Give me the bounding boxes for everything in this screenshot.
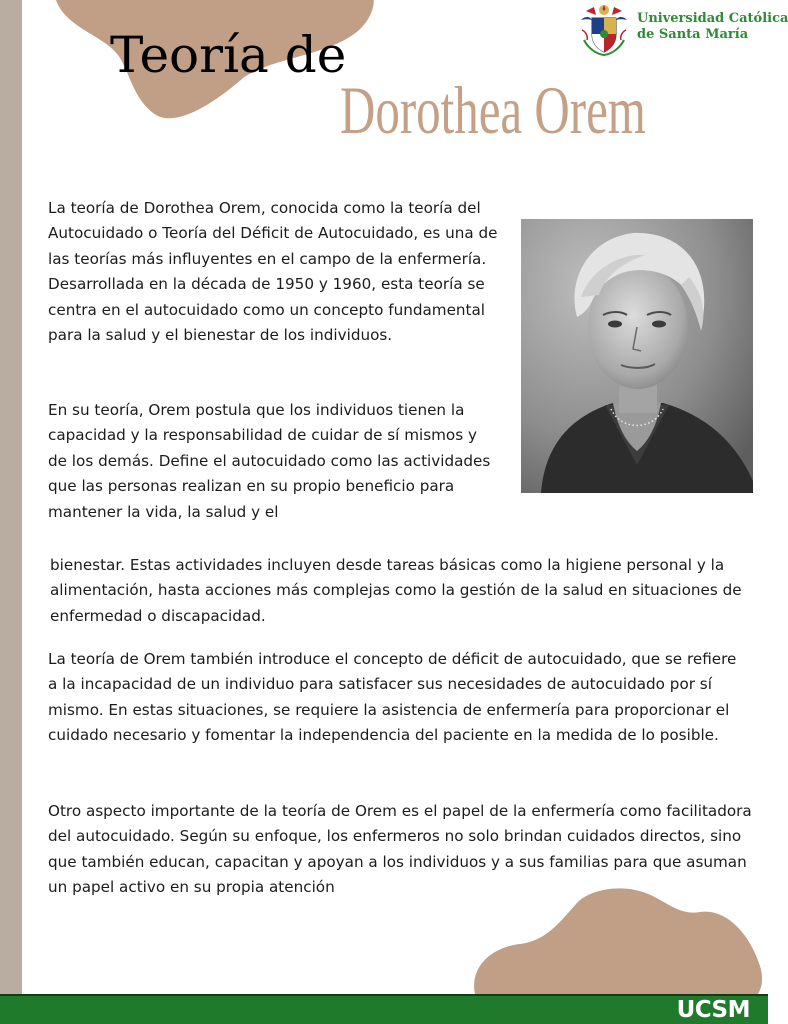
definition-paragraph-part1: En su teoría, Orem postula que los individuos tienen la capacidad y la responsabilidad de cuidar de sí mismos y de los demás. Define el autocuidado como las actividades que las personas realizan en su propio beneficio para mantener la vida, la salud y el xyxy=(48,401,491,521)
decorative-blob-bottom xyxy=(468,886,768,998)
nursing-role-paragraph: Otro aspecto importante de la teoría de Orem es el papel de la enfermería como facilitadora del autocuidado. Según su enfoque, los enfermeros no solo brindan cuidados directos, sino que también educan, capacitan y apoyan a los individuos y a sus familias para que asuman un papel activo en su propia atención xyxy=(48,802,752,897)
university-name-line1: Universidad Católica xyxy=(637,11,788,26)
deficit-paragraph: La teoría de Orem también introduce el concepto de déficit de autocuidado, que se refiere a la incapacidad de un individuo para satisfacer sus necesidades de autocuidado por sí mismo. En estas situaciones, se requiere la asistencia de enfermería para proporcionar el cuidado necesario y fomentar la independencia del paciente en la medida de lo posible. xyxy=(48,650,737,745)
page-subtitle: Dorothea Orem xyxy=(340,72,646,148)
footer-bar xyxy=(0,994,768,1024)
university-name-line2: de Santa María xyxy=(637,27,749,42)
university-name xyxy=(637,11,788,43)
university-seal-icon xyxy=(578,2,630,56)
definition-paragraph-part2: bienestar. Estas actividades incluyen desde tareas básicas como la higiene personal y la alimentación, hasta acciones más complejas como la gestión de la salud en situaciones de enfermedad o discapacidad. xyxy=(50,556,742,625)
left-decorative-stripe xyxy=(0,0,22,994)
page-title: Teoría de xyxy=(110,26,347,84)
dorothea-orem-portrait xyxy=(521,219,753,493)
university-logo xyxy=(578,2,788,56)
footer-brand-logo: UCSM xyxy=(676,997,750,1023)
intro-paragraph: La teoría de Dorothea Orem, conocida como la teoría del Autocuidado o Teoría del Déficit de Autocuidado, es una de las teorías más influyentes en el campo de la enfermería. Desarrollada en la década de 1950 y 1960, esta teoría se centra en el autocuidado como un concepto fundamental para la salud y el bienestar de los individuos. xyxy=(48,199,498,345)
